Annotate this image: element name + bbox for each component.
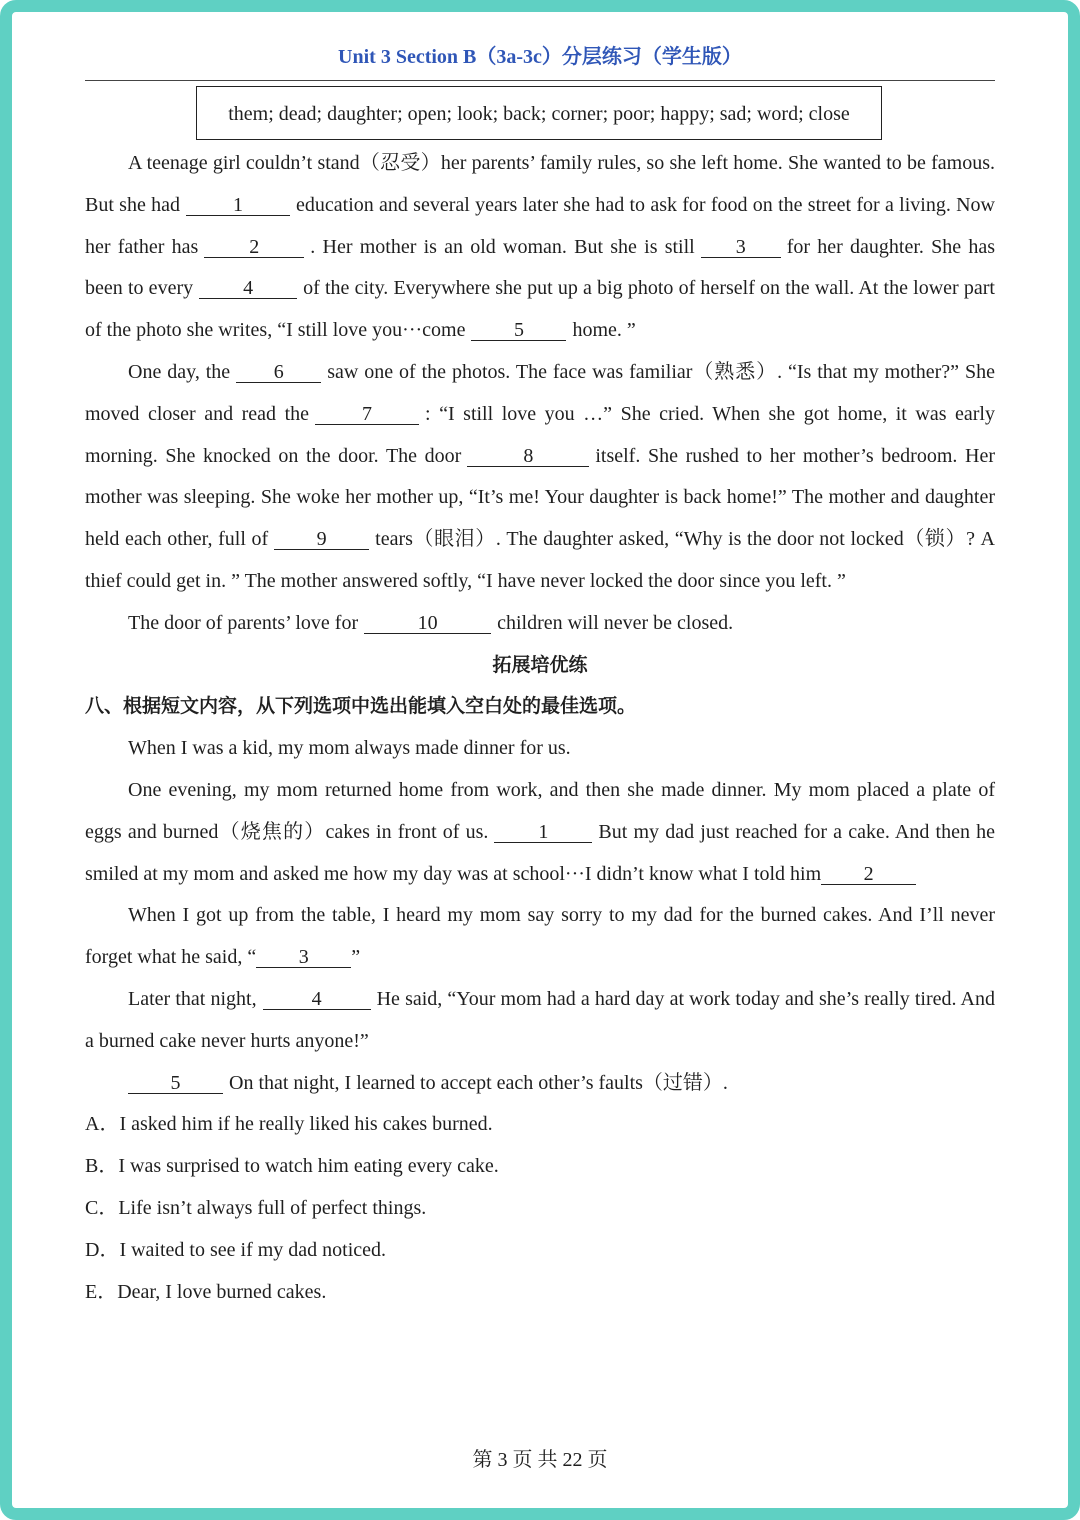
text-span: : “I still love you …” She cried. When she got home, it was early morning. She knocked on the door. The door [85,402,995,467]
question8-paragraph5 [85,1063,995,1105]
text-span: children will never be closed. [497,611,734,634]
blank-1: 1 [186,194,290,216]
text-span: ” [351,946,361,969]
text-span: of the city. Everywhere she put up a big photo of herself on the wall. At the lower part of the photo she writes, “I still love you···come [85,277,995,342]
blank-5: 5 [471,319,566,341]
blank-6: 6 [236,361,321,383]
text-span: When I got up from the table, I heard my mom say sorry to my dad for the burned cakes. And I’ll never forget what he said, “ [85,904,995,969]
blank-8: 8 [467,445,589,467]
text-span: The door of parents’ love for [128,611,359,634]
text-span: home. ” [572,319,636,342]
blank-9: 9 [274,528,369,550]
text-span: One day, the [128,360,231,383]
text-span: saw one of the photos. The face was familiar（熟悉）. “Is that my mother?” She moved closer and read the [85,360,995,425]
text-span: But my dad just reached for a cake. And then he smiled at my mom and asked me how my day was at school···I didn’t know what I told him [85,820,995,885]
word-bank-box: them; dead; daughter; open; look; back; corner; poor; happy; sad; word; close [196,86,882,140]
text-span: On that night, I learned to accept each other’s faults（过错）. [229,1071,728,1094]
q8-blank-4: 4 [263,988,371,1010]
question8-paragraph1: When I was a kid, my mom always made dinner for us. [128,737,571,760]
text-span: education and several years later she had to ask for food on the street for a living. Now her father has [85,193,995,258]
page-footer: 第 3 页 共 22 页 [472,1449,608,1471]
text-span: tears（眼泪）. The daughter asked, “Why is the door not locked（锁）? A thief could get in. ” The mother answered softly, “I have never locked the door since you left. ” [85,528,995,592]
text-span: Later that night, [128,987,257,1010]
passage1-paragraph2 [85,352,995,603]
text-span: A teenage girl couldn’t stand（忍受）her parents’ family rules, so she left home. She wanted to be famous. But she had [85,152,995,216]
option-a: A．I asked him if he really liked his cakes burned. [85,1113,493,1136]
blank-4: 4 [199,277,297,299]
text-span: One evening, my mom returned home from work, and then she made dinner. My mom placed a plate of eggs and burned（烧焦的）cakes in front of us. [85,778,995,843]
question8-paragraph4 [85,979,995,1063]
text-span: . Her mother is an old woman. But she is still [310,235,695,258]
section-title: 拓展培优练 [492,653,588,676]
blank-3: 3 [701,236,781,258]
blank-10: 10 [364,612,491,634]
blank-2: 2 [204,236,304,258]
page-header-title: Unit 3 Section B（3a-3c）分层练习（学生版） [338,46,742,68]
q8-blank-1: 1 [494,821,592,843]
passage1-paragraph1 [85,143,995,352]
option-b: B．I was surprised to watch him eating every cake. [85,1155,499,1178]
option-e: E．Dear, I love burned cakes. [85,1280,327,1303]
text-span: itself. She rushed to her mother’s bedroom. Her mother was sleeping. She woke her mother up, “It’s me! Your daughter is back home!” The mother and daughter held each other, full of [85,444,995,551]
blank-7: 7 [315,403,419,425]
q8-blank-3: 3 [256,946,351,968]
text-span: for her daughter. She has been to every [85,235,996,300]
passage1-paragraph3 [85,603,995,645]
option-d: D．I waited to see if my dad noticed. [85,1238,387,1261]
q8-blank-5: 5 [128,1072,223,1094]
question8-paragraph3 [85,895,995,979]
document-body [85,143,995,1313]
text-span: He said, “Your mom had a hard day at work today and she’s really tired. And a burned cake never hurts anyone!” [85,987,995,1052]
question8-paragraph2 [85,770,995,895]
option-c: C．Life isn’t always full of perfect things. [85,1196,427,1219]
q8-blank-2: 2 [821,863,916,885]
question8-heading: 八、根据短文内容，从下列选项中选出能填入空白处的最佳选项。 [85,695,637,718]
header-divider [85,80,995,81]
